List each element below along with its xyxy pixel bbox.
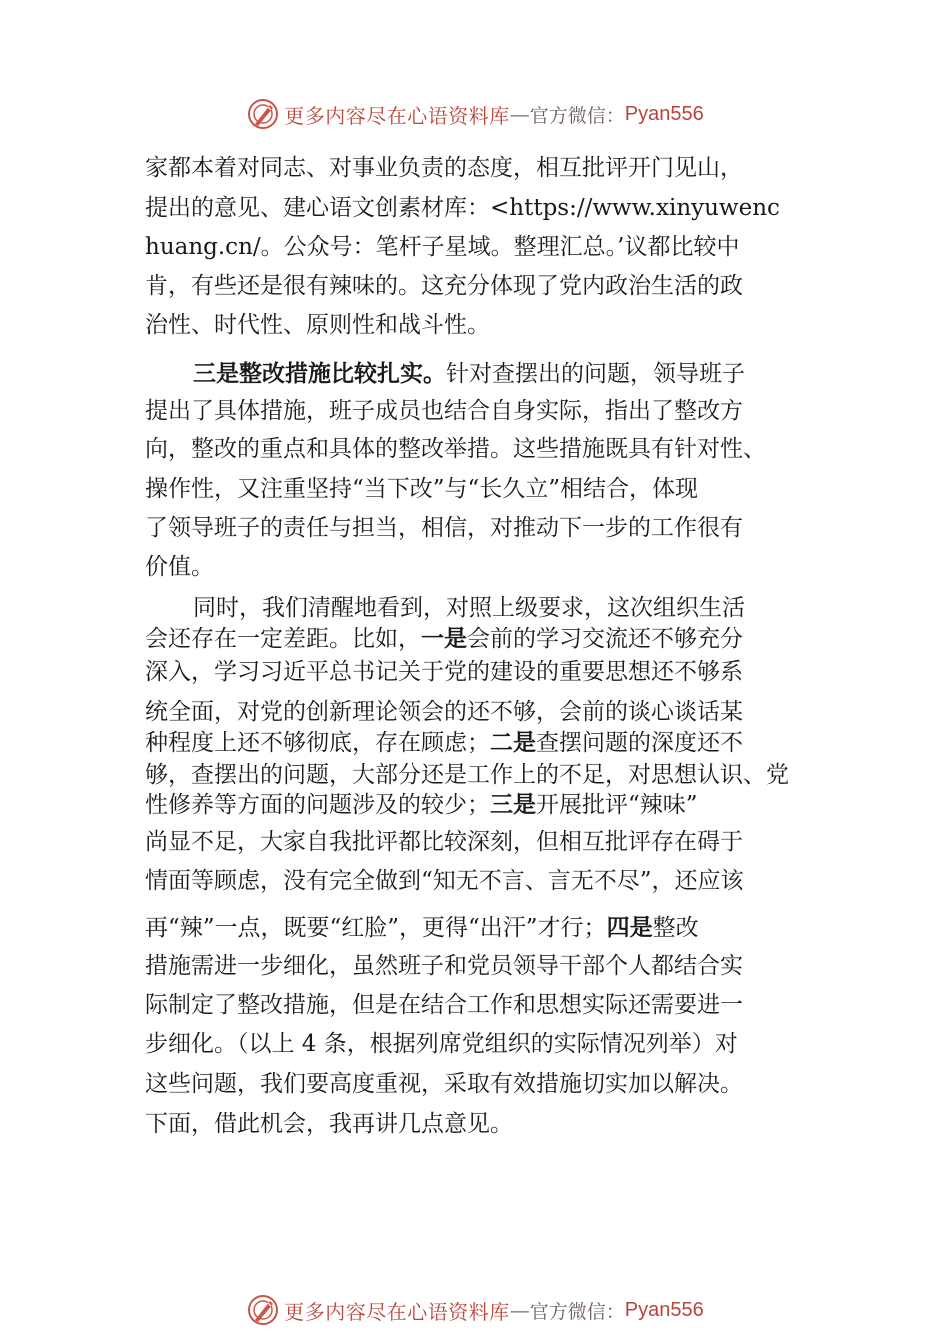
text-line: 够，查摆出的问题，大部分还是工作上的不足，对思想认识、党	[145, 762, 789, 788]
text-line: 向，整改的重点和具体的整改举措。这些措施既具有针对性、	[145, 436, 766, 462]
text-run: 种程度上还不够彻底，存在顾虑；	[145, 730, 490, 756]
text-line: 尚显不足，大家自我批评都比较深刻，但相互批评存在碍于	[145, 829, 743, 855]
text-line	[145, 913, 699, 943]
text-line: 了领导班子的责任与担当，相信，对推动下一步的工作很有	[145, 515, 743, 541]
text-line: 下面，借此机会，我再讲几点意见。	[145, 1111, 513, 1137]
text-run: 再“辣”一点，既要“红脸”，更得“出汗”才行；	[145, 915, 607, 941]
text-line: 操作性，又注重坚持“当下改”与“长久立”相结合，体现	[145, 476, 699, 502]
text-line	[145, 624, 743, 654]
footer-wechat-id: Pyan556	[624, 1298, 704, 1321]
pen-logo-icon	[246, 1293, 280, 1327]
text-line: 提出了具体措施，班子成员也结合自身实际，指出了整改方	[145, 398, 743, 424]
pen-logo-icon	[246, 97, 280, 131]
text-line: 统全面，对党的创新理论领会的还不够，会前的谈心谈话某	[145, 699, 743, 725]
text-line: 家都本着对同志、对事业负责的态度，相互批评开门见山，	[145, 155, 743, 181]
text-line: 提出的意见、建心语文创素材库：<https://www.xinyuwenc	[145, 195, 780, 221]
text-line: 价值。	[145, 554, 214, 580]
header-watermark-banner	[0, 94, 950, 134]
banner-wechat-label: 官方微信：	[529, 104, 625, 127]
text-run: 会前的学习交流还不够充分	[467, 626, 743, 652]
point-label: 四是	[606, 915, 653, 941]
text-line: 治性、时代性、原则性和战斗性。	[145, 312, 490, 338]
text-run: 查摆问题的深度还不	[536, 730, 743, 756]
text-run: 针对查摆出的问题，领导班子	[446, 361, 745, 387]
point-label: 二是	[490, 730, 536, 756]
text-line: 情面等顾虑，没有完全做到“知无不言、言无不尽”，还应该	[145, 868, 744, 894]
text-line: 同时，我们清醒地看到，对照上级要求，这次组织生活	[193, 595, 745, 621]
point-label: 一是	[421, 626, 467, 652]
banner-wechat-id: Pyan556	[624, 102, 704, 125]
text-line: 措施需进一步细化，虽然班子和党员领导干部个人都结合实	[145, 953, 743, 979]
footer-site-text: 更多内容尽在心语资料库	[284, 1299, 510, 1324]
text-line: 步细化。（以上 4 条，根据列席党组织的实际情况列举）对	[145, 1031, 738, 1057]
text-line: 这些问题，我们要高度重视，采取有效措施切实加以解决。	[145, 1071, 743, 1097]
footer-watermark-banner	[0, 1290, 950, 1330]
text-run: 整改	[652, 915, 699, 941]
text-run: 会还存在一定差距。比如，	[145, 626, 421, 652]
point-label: 三是	[490, 792, 536, 818]
footer-wechat-label: 官方微信：	[529, 1300, 625, 1323]
text-run: 开展批评“辣味”	[536, 792, 698, 818]
text-line: 际制定了整改措施，但是在结合工作和思想实际还需要进一	[145, 992, 743, 1018]
banner-separator: —	[509, 102, 530, 126]
text-line	[193, 359, 745, 389]
text-line: huang.cn/。公众号：笔杆子星域。整理汇总。’议都比较中	[145, 234, 740, 260]
text-run: 性修养等方面的问题涉及的较少；	[145, 792, 490, 818]
text-line: 深入，学习习近平总书记关于党的建设的重要思想还不够系	[145, 659, 743, 685]
footer-separator: —	[509, 1298, 530, 1322]
text-line: 肯，有些还是很有辣味的。这充分体现了党内政治生活的政	[145, 273, 743, 299]
banner-site-text: 更多内容尽在心语资料库	[284, 103, 510, 128]
section-heading: 三是整改措施比较扎实。	[193, 361, 446, 387]
text-line	[145, 728, 743, 758]
text-line	[145, 790, 698, 820]
